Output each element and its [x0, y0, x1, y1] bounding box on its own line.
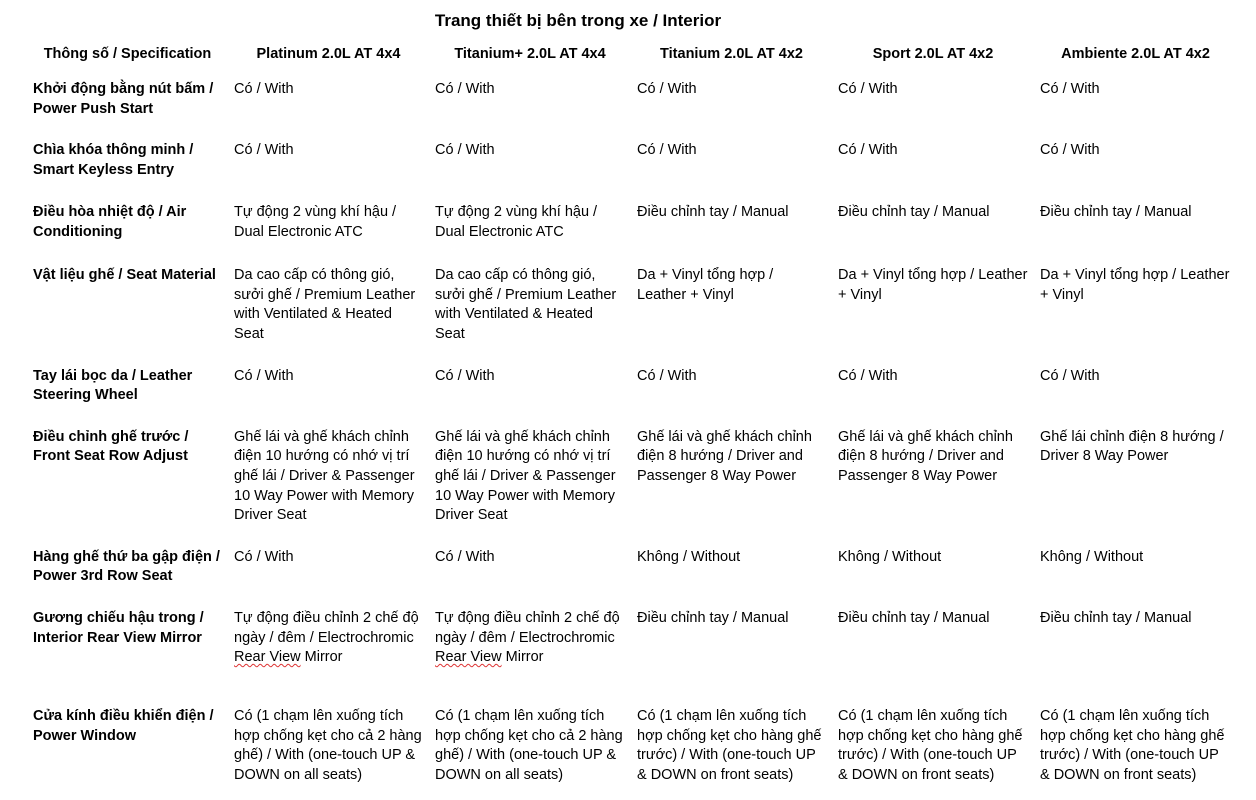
table-row: [27, 193, 1237, 256]
spellcheck-underline: Rear View: [234, 649, 301, 666]
table-row: [27, 538, 1237, 599]
cell-value: Có / With: [435, 367, 495, 384]
col-header-sport: Sport 2.0L AT 4x2: [872, 46, 994, 62]
cell-value: Có (1 chạm lên xuống tích hợp chống kẹt cho hàng ghế trước) / With (one-touch UP & DOWN on front seats): [637, 707, 822, 783]
cell-value: Điều chỉnh tay / Manual: [838, 204, 990, 221]
row-label: Điều chỉnh ghế trước / Front Seat Row Adjust: [33, 428, 189, 465]
spellcheck-underline: Rear View: [435, 649, 502, 666]
spec-table: [27, 36, 1237, 797]
table-row: [27, 697, 1237, 797]
row-label: Điều hòa nhiệt độ / Air Conditioning: [33, 204, 187, 240]
cell-value: Có / With: [637, 81, 697, 97]
col-header-titanium: Titanium 2.0L AT 4x2: [660, 46, 803, 62]
cell-value: Có / With: [234, 367, 294, 384]
cell-value: Không / Without: [1040, 548, 1144, 565]
row-label: Chìa khóa thông minh / Smart Keyless Entry: [33, 142, 194, 178]
cell-value: Có / With: [435, 142, 495, 159]
col-header-specification: Thông số / Specification: [43, 46, 212, 62]
row-label: Hàng ghế thứ ba gập điện / Power 3rd Row Seat: [33, 548, 220, 585]
row-label: Vật liệu ghế / Seat Material: [33, 267, 216, 284]
table-body: [27, 70, 1237, 797]
cell-value: Tự động 2 vùng khí hậu / Dual Electronic ATC: [234, 204, 397, 240]
cell-value: Ghế lái và ghế khách chỉnh điện 10 hướng có nhớ vị trí ghế lái / Driver & Passenger 10 Way Power with Memory Driver Seat: [435, 428, 616, 524]
table-row: [27, 418, 1237, 538]
cell-value: Da cao cấp có thông gió, sưởi ghế / Premium Leather with Ventilated & Heated Seat: [435, 267, 617, 342]
cell-value: Tự động 2 vùng khí hậu / Dual Electronic ATC: [435, 204, 598, 240]
header-row: [27, 36, 1237, 70]
cell-value: Có / With: [234, 81, 294, 97]
col-header-platinum: Platinum 2.0L AT 4x4: [256, 46, 401, 62]
table-row: [27, 70, 1237, 131]
table-header: [27, 36, 1237, 70]
cell-value: Ghế lái và ghế khách chỉnh điện 8 hướng / Driver and Passenger 8 Way Power: [637, 428, 812, 484]
row-label: Khởi động bằng nút bấm / Power Push Start: [33, 81, 214, 117]
cell-value: Da + Vinyl tổng hợp / Leather + Vinyl: [637, 267, 774, 303]
cell-value: Không / Without: [637, 548, 741, 565]
cell-value: Có (1 chạm lên xuống tích hợp chống kẹt cho cả 2 hàng ghế) / With (one-touch UP & DOWN on all seats): [234, 707, 422, 783]
cell-value: Điều chỉnh tay / Manual: [838, 609, 990, 626]
cell-value: Có / With: [435, 81, 495, 97]
cell-value: Có / With: [1040, 367, 1100, 384]
row-label: Gương chiếu hậu trong / Interior Rear View Mirror: [33, 609, 204, 646]
table-row: [27, 357, 1237, 418]
cell-value: Có / With: [637, 142, 697, 159]
page-title: Trang thiết bị bên trong xe / Interior: [434, 11, 722, 30]
cell-value: Điều chỉnh tay / Manual: [637, 609, 789, 626]
row-label: Cửa kính điều khiển điện / Power Window: [33, 707, 214, 744]
cell-value: Có / With: [838, 142, 898, 159]
cell-value: Có / With: [234, 142, 294, 159]
cell-value: Điều chỉnh tay / Manual: [637, 204, 789, 221]
table-row: [27, 599, 1237, 697]
cell-value: Có / With: [1040, 142, 1100, 159]
cell-value: Tự động điều chỉnh 2 chế độ ngày / đêm / Electrochromic Rear View Mirror: [435, 609, 620, 666]
cell-value: Có / With: [838, 367, 898, 384]
cell-value: Có (1 chạm lên xuống tích hợp chống kẹt cho hàng ghế trước) / With (one-touch UP & DOWN on front seats): [1040, 707, 1225, 783]
cell-value: Da + Vinyl tổng hợp / Leather + Vinyl: [1040, 267, 1230, 303]
cell-value: Có / With: [1040, 81, 1100, 97]
cell-value: Ghế lái và ghế khách chỉnh điện 8 hướng / Driver and Passenger 8 Way Power: [838, 428, 1013, 484]
cell-value: Điều chỉnh tay / Manual: [1040, 204, 1192, 221]
cell-value: Da + Vinyl tổng hợp / Leather + Vinyl: [838, 267, 1028, 303]
cell-value: Có / With: [637, 367, 697, 384]
cell-value: Có / With: [435, 548, 495, 565]
col-header-ambiente: Ambiente 2.0L AT 4x2: [1061, 46, 1210, 62]
cell-value: Có / With: [838, 81, 898, 97]
cell-value: Có / With: [234, 548, 294, 565]
cell-value: Có (1 chạm lên xuống tích hợp chống kẹt cho hàng ghế trước) / With (one-touch UP & DOWN on front seats): [838, 707, 1023, 783]
cell-value: Có (1 chạm lên xuống tích hợp chống kẹt cho cả 2 hàng ghế) / With (one-touch UP & DOWN on all seats): [435, 707, 623, 783]
cell-value: Không / Without: [838, 548, 942, 565]
cell-value: Ghế lái và ghế khách chỉnh điện 10 hướng có nhớ vị trí ghế lái / Driver & Passenger 10 Way Power with Memory Driver Seat: [234, 428, 415, 524]
table-row: [27, 131, 1237, 193]
row-label: Tay lái bọc da / Leather Steering Wheel: [33, 367, 193, 404]
cell-value: Điều chỉnh tay / Manual: [1040, 609, 1192, 626]
cell-value: Da cao cấp có thông gió, sưởi ghế / Premium Leather with Ventilated & Heated Seat: [234, 267, 416, 342]
table-row: [27, 256, 1237, 356]
cell-value: Tự động điều chỉnh 2 chế độ ngày / đêm / Electrochromic Rear View Mirror: [234, 609, 419, 666]
cell-value: Ghế lái chỉnh điện 8 hướng / Driver 8 Way Power: [1040, 428, 1224, 465]
col-header-titanium-plus: Titanium+ 2.0L AT 4x4: [454, 46, 606, 62]
